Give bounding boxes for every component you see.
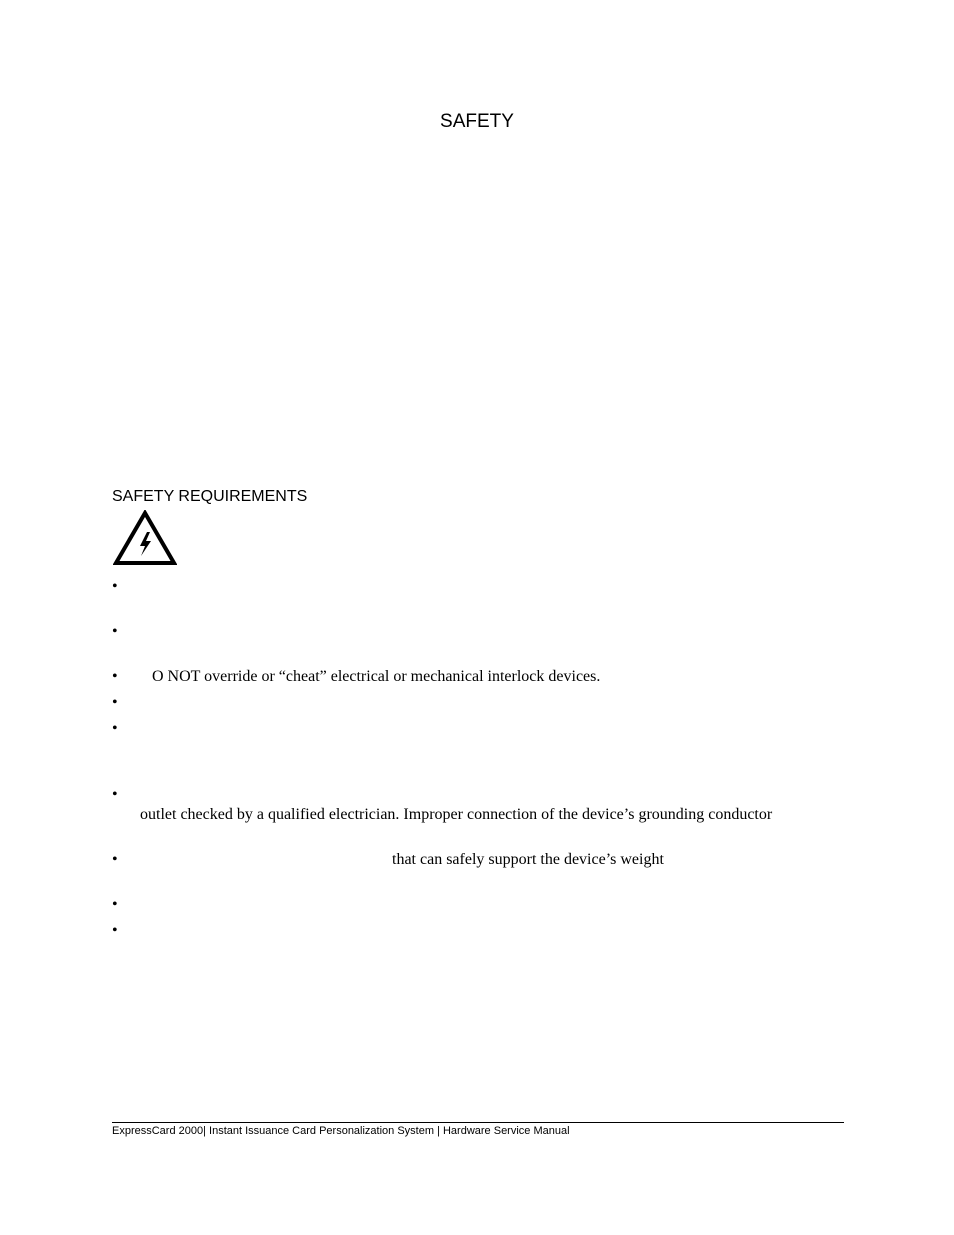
bullet-6: • — [112, 786, 118, 803]
bullet-1: • — [112, 578, 118, 595]
bullet-9: • — [112, 922, 118, 939]
bullet-7: • — [112, 851, 118, 868]
bullet-8: • — [112, 896, 118, 913]
section-heading-safety-requirements: SAFETY REQUIREMENTS — [112, 488, 308, 505]
page-title: SAFETY — [440, 111, 514, 132]
footer-divider — [112, 1122, 844, 1123]
electrical-hazard-icon — [113, 510, 177, 566]
bullet-text-interlock: O NOT override or “cheat” electrical or mechanical interlock devices. — [152, 668, 601, 685]
bullet-3: • — [112, 668, 118, 685]
bullet-2: • — [112, 623, 118, 640]
footer-text: ExpressCard 2000| Instant Issuance Card Personalization System | Hardware Service Manual — [112, 1125, 570, 1137]
bullet-4: • — [112, 694, 118, 711]
bullet-5: • — [112, 720, 118, 737]
bullet-text-outlet: outlet checked by a qualified electrician. Improper connection of the device’s grounding conductor — [140, 806, 773, 823]
bullet-text-support: that can safely support the device’s weight — [392, 851, 664, 868]
